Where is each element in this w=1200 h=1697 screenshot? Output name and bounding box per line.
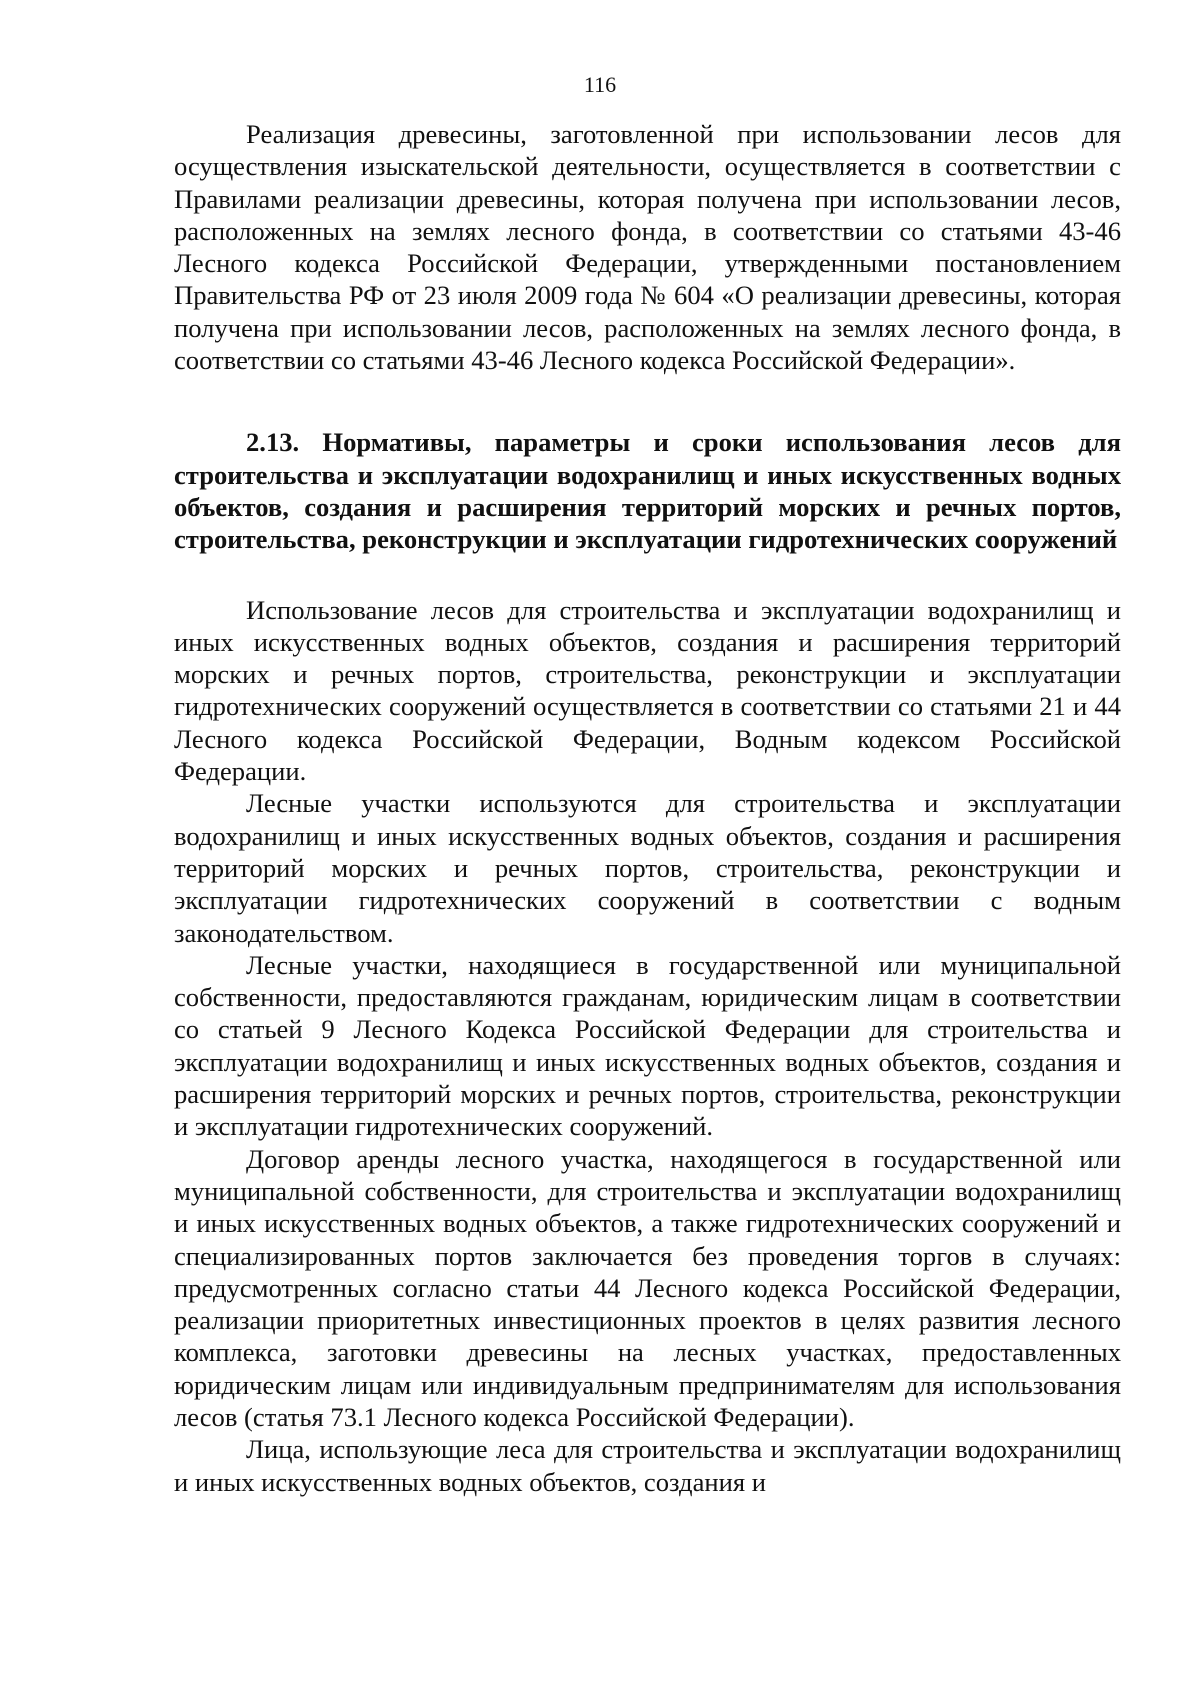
paragraph-lease-agreement: Договор аренды лесного участка, находящегося в государственной или муниципальной собственности, для строительства и эксплуатации водохранилищ и иных искусственных водных объектов, а также гидротехнических сооружений и специализированных портов заключается без проведения торгов в случаях: предусмотренных согласно статьи 44 Лесного кодекса Российской Федерации, реализации приоритетных инвестиционных проектов в целях развития лесного комплекса, заготовки древесины на лесных участках, предоставленных юридическим лицам или индивидуальным предпринимателям для использования лесов (статья 73.1 Лесного кодекса Российской Федерации).: [174, 1143, 1121, 1432]
paragraph-timber-sale: Реализация древесины, заготовленной при использовании лесов для осуществления изыскательской деятельности, осуществляется в соответствии с Правилами реализации древесины, которая получена при использовании лесов, расположенных на землях лесного фонда, в соответствии со статьями 43-46 Лесного кодекса Российской Федерации, утвержденными постановлением Правительства РФ от 23 июля 2009 года № 604 «О реализации древесины, которая получена при использовании лесов, расположенных на землях лесного фонда, в соответствии со статьями 43-46 Лесного кодекса Российской Федерации».: [174, 119, 1121, 376]
paragraph-forest-plots-use: Лесные участки используются для строительства и эксплуатации водохранилищ и иных искусственных водных объектов, создания и расширения территорий морских и речных портов, строительства, реконструкции и эксплуатации гидротехнических сооружений в соответствии с водным законодательством.: [174, 788, 1121, 948]
paragraph-persons-using-forests: Лица, использующие леса для строительства и эксплуатации водохранилищ и иных искусственных водных объектов, создания и: [174, 1434, 1121, 1497]
page-content: [174, 118, 1121, 1498]
paragraph-forest-plots-provision: Лесные участки, находящиеся в государственной или муниципальной собственности, предоставляются гражданам, юридическим лицам в соответствии со статьей 9 Лесного Кодекса Российской Федерации для строительства и эксплуатации водохранилищ и иных искусственных водных объектов, создания и расширения территорий морских и речных портов, строительства, реконструкции и эксплуатации гидротехнических сооружений.: [174, 949, 1121, 1142]
paragraph-forest-use: Использование лесов для строительства и эксплуатации водохранилищ и иных искусственных водных объектов, создания и расширения территорий морских и речных портов, строительства, реконструкции и эксплуатации гидротехнических сооружений осуществляется в соответствии со статьями 21 и 44 Лесного кодекса Российской Федерации, Водным кодексом Российской Федерации.: [174, 594, 1121, 787]
page-number: 116: [583, 72, 617, 97]
section-heading-2-13: 2.13. Нормативы, параметры и сроки использования лесов для строительства и эксплуатации водохранилищ и иных искусственных водных объектов, создания и расширения территорий морских и речных портов, строительства, реконструкции и эксплуатации гидротехнических сооружений: [174, 427, 1121, 555]
